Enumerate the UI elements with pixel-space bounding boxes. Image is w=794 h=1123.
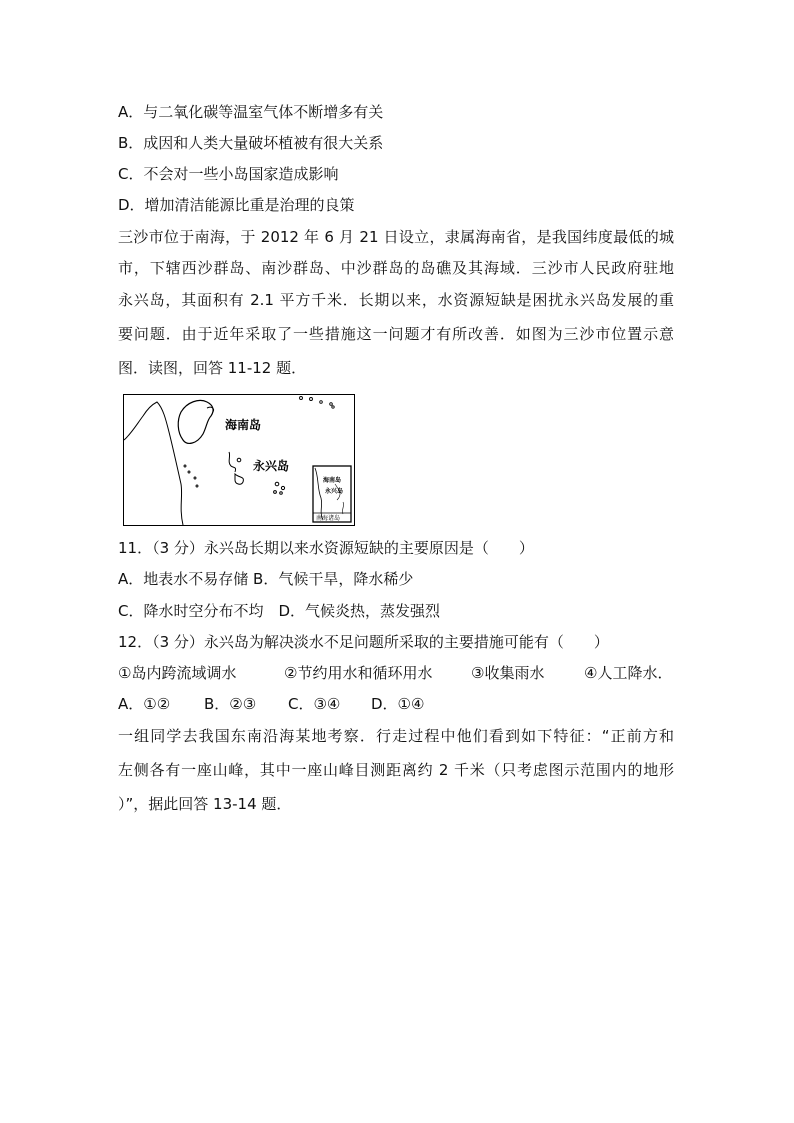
question-12-stem: 12．（3 分）永兴岛为解决淡水不足问题所采取的主要措施可能有（ ）	[118, 633, 609, 651]
question-11-options-row2: C．降水时空分布不均 D．气候炎热，蒸发强烈	[118, 602, 441, 620]
inset-yongxing-label: 永兴岛	[325, 488, 344, 495]
option-b: B．成因和人类大量破坏植被有很大关系	[118, 134, 384, 152]
passage-line: 一组同学去我国东南沿海某地考察．行走过程中他们看到如下特征：“正前方和	[118, 727, 674, 745]
inset-hainan-label: 海南岛	[323, 477, 342, 484]
option-c: C．不会对一些小岛国家造成影响	[118, 165, 339, 183]
passage-line: 三沙市位于南海，于 2012 年 6 月 21 日设立，隶属海南省，是我国纬度最低的城	[118, 228, 674, 246]
yongxing-island-label: 永兴岛	[253, 459, 290, 473]
question-11-stem: 11．（3 分）永兴岛长期以来水资源短缺的主要原因是（ ）	[118, 539, 534, 557]
hainan-island-label: 海南岛	[225, 418, 262, 432]
option-d: D．增加清洁能源比重是治理的良策	[118, 196, 355, 214]
passage-line: 图．读图，回答 11-12 题．	[118, 359, 307, 377]
q12-choice-d: D．①④	[371, 695, 425, 713]
question-12-choices	[118, 694, 518, 714]
passage-line: 永兴岛，其面积有 2.1 平方千米．长期以来，水资源短缺是困扰永兴岛发展的重	[118, 291, 674, 309]
question-12-items	[118, 663, 674, 683]
inset-caption: 南海诸岛	[316, 515, 341, 522]
q12-item-4: ④人工降水．	[584, 664, 673, 682]
q12-choice-b: B．②③	[204, 695, 257, 713]
sansha-location-map	[123, 394, 355, 526]
passage-line: 市，下辖西沙群岛、南沙群岛、中沙群岛的岛礁及其海域．三沙市人民政府驻地	[118, 259, 674, 277]
passage-line: 要问题．由于近年采取了一些措施这一问题才有所改善．如图为三沙市位置示意	[118, 325, 674, 343]
option-a: A．与二氧化碳等温室气体不断增多有关	[118, 103, 384, 121]
q12-item-1: ①岛内跨流域调水	[118, 664, 237, 682]
passage-line: ）”，据此回答 13-14 题．	[118, 795, 292, 813]
question-11-options-row1: A．地表水不易存储 B．气候干旱，降水稀少	[118, 570, 414, 588]
q12-choice-c: C．③④	[288, 695, 341, 713]
q12-item-3: ③收集雨水	[471, 664, 545, 682]
passage-line: 左侧各有一座山峰，其中一座山峰目测距离约 2 千米（只考虑图示范围内的地形	[118, 761, 674, 779]
south-china-sea-inset	[313, 466, 351, 522]
q12-item-2: ②节约用水和循环用水	[284, 664, 433, 682]
q12-choice-a: A．①②	[118, 695, 171, 713]
